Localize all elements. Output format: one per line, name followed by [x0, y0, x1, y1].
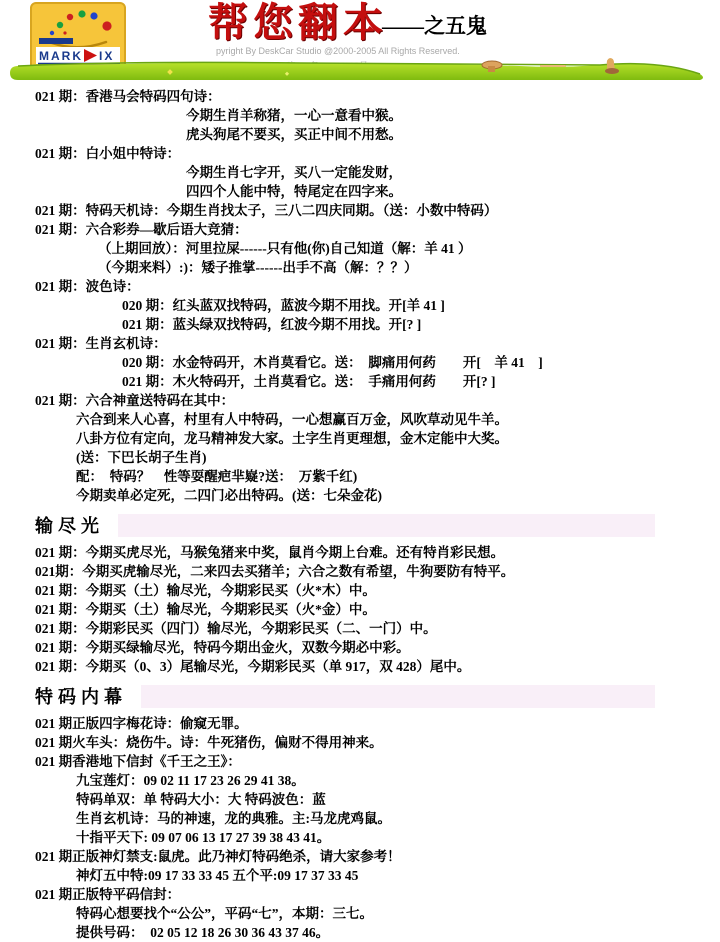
section-title: 特码内幕: [35, 687, 127, 707]
grass-graphic: [0, 56, 720, 82]
body-line: 特码单双：单 特码大小：大 特码波色：蓝: [76, 792, 326, 807]
body-line: 021 期正版神灯禁支:鼠虎。此乃神灯特码绝杀，请大家参考！: [35, 849, 401, 864]
section-heading-1: [35, 512, 655, 538]
body-line: 021 期：今期买（土）输尽光，今期彩民买（火*金）中。: [35, 602, 376, 617]
body-line: 四四个人能中特，特尾定在四字来。: [186, 184, 402, 199]
body-line: 021 期：香港马会特码四句诗：: [35, 89, 221, 104]
body-line: 021 期：白小姐中特诗：: [35, 146, 181, 161]
body-line: 今期生肖七字开，买八一定能发财，: [186, 165, 402, 180]
page-subtitle: ——之五鬼: [382, 14, 487, 38]
section-highlight-bar: [118, 514, 655, 537]
stick-icon: [540, 65, 566, 67]
body-line: 021 期：木火特码开，土肖莫看它。送： 手痛用何药 开[? ]: [122, 374, 496, 389]
body-line: 六合到来人心喜，村里有人中特码，一心想赢百万金，风吹草动见牛羊。: [76, 412, 508, 427]
content: [0, 82, 720, 942]
body-line: 021期：今期买虎输尽光，二来四去买猪羊；六合之数有希望，牛狗要防有特平。: [35, 564, 515, 579]
body-line: 今期生肖羊称猪，一心一意看中猴。: [186, 108, 402, 123]
body-line: 021 期：今期买绿输尽光，特码今期出金火，双数今期必中彩。: [35, 640, 410, 655]
section-heading-2: [35, 683, 655, 709]
body-line: 021 期正版特平码信封：: [35, 887, 181, 902]
body-line: 配： 特码？ 性等耍醒疤芈嶷?送： 万紫千红): [76, 469, 358, 484]
body-line: 021 期香港地下信封《千王之王》：: [35, 754, 241, 769]
copyright-text: pyright By DeskCar Studio @2000-2005 All Rights Reserved.: [216, 46, 460, 56]
body-line: 020 期：红头蓝双找特码，蓝波今期不用找。开[羊 41 ]: [122, 298, 445, 313]
body-line: 020 期：水金特码开，木肖莫看它。送： 脚痛用何药 开[ 羊 41 ]: [122, 355, 543, 370]
body-line: 021 期：蓝头绿双找特码，红波今期不用找。开[? ]: [122, 317, 422, 332]
body-line: (送：下巴长胡子生肖): [76, 450, 207, 465]
body-line: 虎头狗尾不要买，买正中间不用愁。: [186, 127, 402, 142]
body-line: 021 期：生肖玄机诗：: [35, 336, 167, 351]
body-line: 021 期：今期买（0、3）尾输尽光，今期彩民买（单 917，双 428）尾中。: [35, 659, 471, 674]
grass-strip: [0, 56, 720, 82]
body-line: （今期来料）:)：矮子推掌------出手不高（解：？？）: [98, 260, 418, 275]
body-line: 提供号码： 02 05 12 18 26 30 36 43 37 46。: [76, 925, 330, 940]
body-line: 021 期：六合神童送特码在其中：: [35, 393, 235, 408]
section-title: 输尽光: [35, 516, 104, 536]
logo-text-mark: MARK: [39, 49, 83, 63]
page-header: [0, 0, 720, 82]
body-line: 神灯五中特:09 17 33 33 45 五个平:09 17 37 33 45: [76, 868, 359, 883]
body-line: 021 期：六合彩券—歇后语大竞猜：: [35, 222, 248, 237]
section-highlight-bar: [141, 685, 655, 708]
body-line: （上期回放）：河里拉屎------只有他(你)自己知道（解：羊 41 ）: [98, 241, 472, 256]
body-line: 021 期正版四字梅花诗：偷窥无罪。: [35, 716, 248, 731]
body-line: 021 期：今期彩民买（四门）输尽光，今期彩民买（二、一门）中。: [35, 621, 437, 636]
body-line: 生肖玄机诗：马的神速，龙的典雅。主:马龙虎鸡鼠。: [76, 811, 391, 826]
body-line: 021 期：特码天机诗：今期生肖找太子，三八二四庆同期。（送：小数中特码）: [35, 203, 498, 218]
body-line: 021 期火车头：烧伤牛。诗：牛死猪伤，偏财不得用神来。: [35, 735, 383, 750]
body-line: 九宝莲灯：09 02 11 17 23 26 29 41 38。: [76, 773, 305, 788]
body-line: 021 期：波色诗：: [35, 279, 140, 294]
logo-text-ix: IX: [99, 49, 115, 63]
body-line: 今期卖单必定死，二四门必出特码。(送：七朵金花): [76, 488, 382, 503]
body-line: 021 期：今期买（土）输尽光，今期彩民买（火*木）中。: [35, 583, 376, 598]
body-line: 特码心想要找个“公公”，平码“七”，本期：三七。: [76, 906, 373, 921]
body-line: 021 期：今期买虎尽光，马猴兔猪来中奖，鼠肖今期上台难。还有特肖彩民想。: [35, 545, 505, 560]
body-line: 十指平天下: 09 07 06 13 17 27 39 38 43 41。: [76, 830, 331, 845]
body-line: 八卦方位有定向，龙马精神发大家。土字生肖更理想，金木定能中大奖。: [76, 431, 508, 446]
page-title: 帮您翻本: [208, 0, 388, 45]
